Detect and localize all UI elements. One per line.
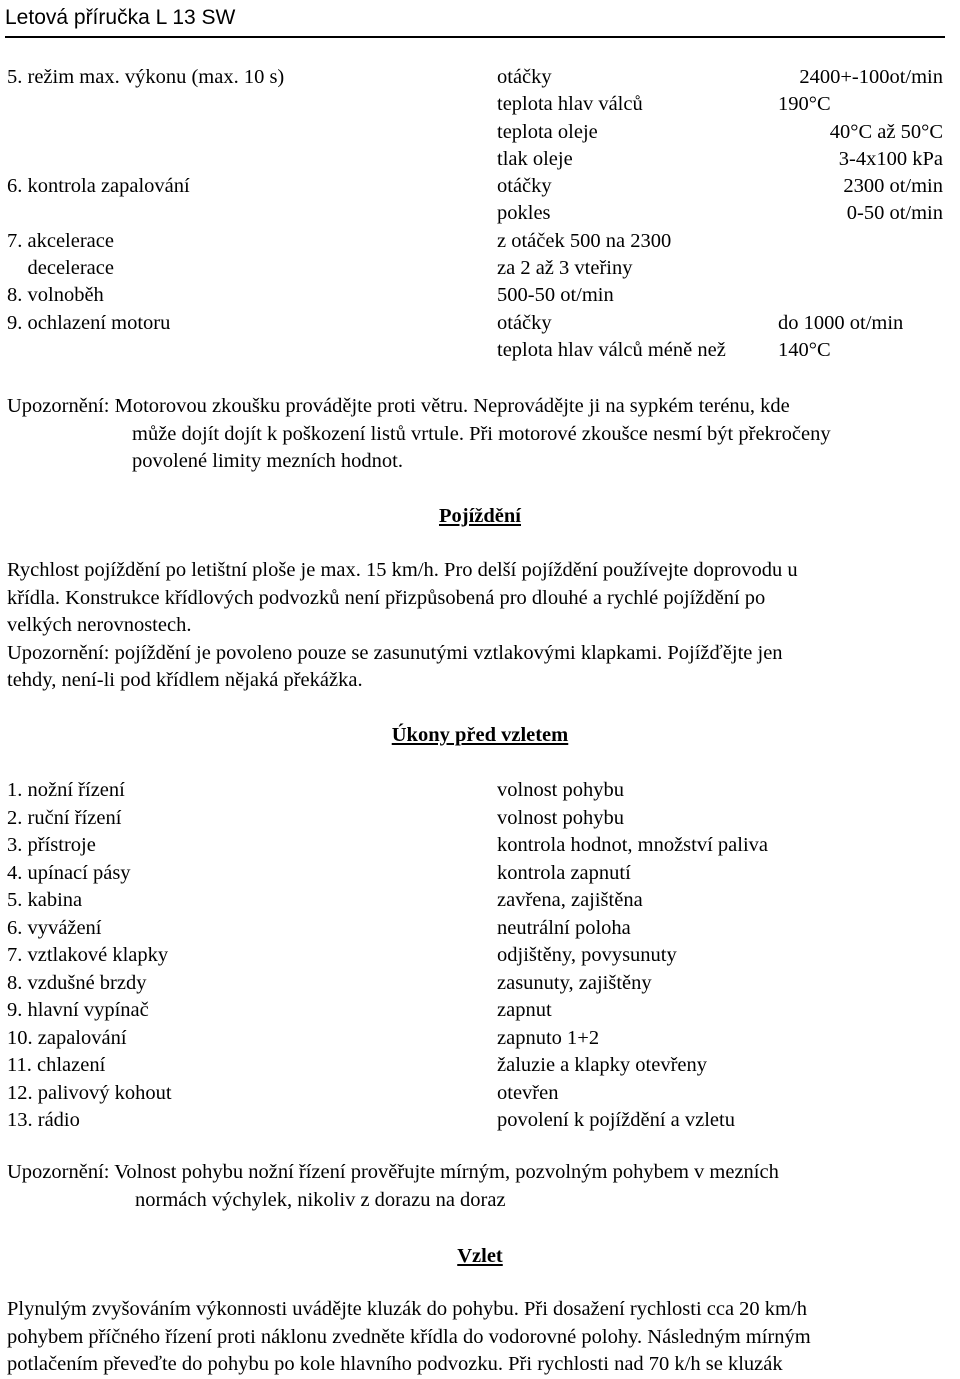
checklist-item: 1. nožní řízení (7, 779, 125, 801)
engine-measure: teplota oleje (497, 120, 598, 143)
engine-value: 190°C (778, 93, 831, 116)
checklist-state: zavřena, zajištěna (497, 889, 643, 911)
taxi-line: Rychlost pojíždění po letištní ploše je max. 15 km/h. Pro delší pojíždění používejte doprovodu u (7, 559, 798, 581)
page-header (5, 3, 945, 38)
engine-warning-line: povolené limity mezních hodnot. (132, 450, 404, 472)
pretakeoff-heading: Úkony před vzletem (391, 724, 569, 746)
checklist-item: 10. zapalování (7, 1026, 127, 1049)
checklist-state: kontrola hodnot, množství paliva (497, 834, 769, 856)
pretakeoff-checklist (7, 777, 952, 1135)
engine-row (7, 119, 952, 146)
checklist-state: neutrální poloha (497, 916, 631, 939)
checklist-item: 5. kabina (7, 889, 83, 911)
taxi-line: křídla. Konstrukce křídlových podvozků není přizpůsobená pro dlouhé a rychlé pojíždění po (7, 586, 766, 609)
checklist-item: 7. vztlakové klapky (7, 944, 169, 966)
checklist-row (7, 970, 952, 998)
checklist-row (7, 1052, 952, 1080)
checklist-item: 13. rádio (7, 1109, 80, 1131)
engine-row (7, 337, 952, 364)
checklist-row (7, 832, 952, 860)
engine-value: 3-4x100 kPa (838, 147, 943, 170)
checklist-state: povolení k pojíždění a vzletu (497, 1109, 735, 1131)
checklist-item: 3. přístroje (7, 834, 96, 856)
checklist-row (7, 805, 952, 833)
takeoff-line: potlačením převeďte do pohybu po kole hlavního podvozku. Při rychlosti nad 70 k/h se kluzák (7, 1353, 783, 1375)
engine-row (7, 200, 952, 227)
checklist-state: kontrola zapnutí (497, 861, 631, 884)
engine-value: do 1000 ot/min (778, 311, 904, 334)
engine-warning-line: může dojít dojít k poškození listů vrtule. Při motorové zkoušce nesmí být překročeny (132, 422, 831, 445)
engine-warning-line: Upozornění: Motorovou zkoušku provádějte proti větru. Neprovádějte ji na sypkém terénu, kde (7, 395, 790, 417)
engine-param: 9. ochlazení motoru (7, 311, 171, 334)
engine-measure: z otáček 500 na 2300 (497, 229, 672, 252)
engine-param: 8. volnoběh (7, 284, 104, 307)
checklist-item: 8. vzdušné brzdy (7, 971, 147, 994)
checklist-item: 12. palivový kohout (7, 1081, 172, 1104)
document-title: Letová příručka L 13 SW (5, 6, 236, 29)
pedal-warning (7, 1159, 947, 1214)
engine-row (7, 255, 952, 282)
checklist-state: volnost pohybu (497, 779, 624, 801)
engine-row (7, 64, 952, 91)
taxi-heading: Pojíždění (439, 505, 521, 527)
engine-row (7, 282, 952, 309)
engine-measure: teplota hlav válců méně než (497, 338, 726, 361)
checklist-item: 6. vyvážení (7, 916, 102, 939)
engine-measure: otáčky (497, 66, 552, 88)
engine-measure: za 2 až 3 vteřiny (497, 257, 633, 280)
engine-measure: tlak oleje (497, 147, 573, 170)
takeoff-line: pohybem příčného řízení proti náklonu zvedněte křídla do vodorovné polohy. Následným mírným (7, 1325, 811, 1348)
checklist-row (7, 1080, 952, 1108)
pedal-warning-line: normách výchylek, nikoliv z dorazu na doraz (135, 1188, 506, 1211)
engine-row (7, 173, 952, 200)
engine-value: 0-50 ot/min (846, 202, 943, 225)
checklist-state: žaluzie a klapky otevřeny (497, 1054, 708, 1076)
engine-value: 140°C (778, 338, 831, 361)
checklist-state: odjištěny, povysunuty (497, 944, 677, 966)
engine-value: 40°C až 50°C (829, 120, 943, 143)
taxi-warning-line: Upozornění: pojíždění je povoleno pouze se zasunutými vztlakovými klapkami. Pojížďějte jen (7, 641, 783, 664)
checklist-row (7, 777, 952, 805)
checklist-item: 4. upínací pásy (7, 861, 131, 884)
engine-param: 5. režim max. výkonu (max. 10 s) (7, 66, 285, 88)
checklist-state: zapnut (497, 999, 552, 1021)
checklist-row (7, 942, 952, 970)
engine-row (7, 228, 952, 255)
checklist-state: otevřen (497, 1081, 559, 1104)
engine-measure: teplota hlav válců (497, 93, 643, 116)
engine-measure: 500-50 ot/min (497, 284, 614, 307)
checklist-item: 9. hlavní vypínač (7, 999, 149, 1021)
takeoff-line: Plynulým zvyšováním výkonnosti uvádějte kluzák do pohybu. Při dosažení rychlosti cca 20 km/h (7, 1298, 807, 1320)
checklist-row (7, 887, 952, 915)
engine-measure: otáčky (497, 311, 552, 334)
engine-value: 2400+-100ot/min (799, 66, 943, 88)
engine-param: 7. akcelerace (7, 229, 114, 252)
taxi-line: velkých nerovnostech. (7, 614, 192, 636)
checklist-item: 2. ruční řízení (7, 806, 122, 829)
taxi-paragraph (7, 557, 947, 695)
pedal-warning-line: Upozornění: Volnost pohybu nožní řízení prověřujte mírným, pozvolným pohybem v mezních (7, 1161, 779, 1183)
engine-test-table (7, 64, 952, 364)
checklist-item: 11. chlazení (7, 1054, 106, 1076)
taxi-warning-line: tehdy, není-li pod křídlem nějaká překážka. (7, 669, 363, 691)
engine-row (7, 310, 952, 337)
checklist-row (7, 915, 952, 943)
takeoff-heading: Vzlet (457, 1245, 503, 1267)
checklist-row (7, 860, 952, 888)
takeoff-paragraph (7, 1296, 947, 1379)
engine-measure: pokles (497, 202, 551, 225)
checklist-state: zapnuto 1+2 (497, 1026, 600, 1049)
engine-warning (7, 393, 947, 476)
checklist-state: volnost pohybu (497, 806, 624, 829)
checklist-row (7, 1107, 952, 1135)
checklist-row (7, 997, 952, 1025)
engine-value: 2300 ot/min (843, 175, 943, 198)
checklist-row (7, 1025, 952, 1053)
engine-param: 6. kontrola zapalování (7, 175, 190, 198)
engine-measure: otáčky (497, 175, 552, 198)
engine-row (7, 91, 952, 118)
engine-row (7, 146, 952, 173)
checklist-state: zasunuty, zajištěny (497, 971, 652, 994)
engine-param: decelerace (7, 257, 114, 280)
